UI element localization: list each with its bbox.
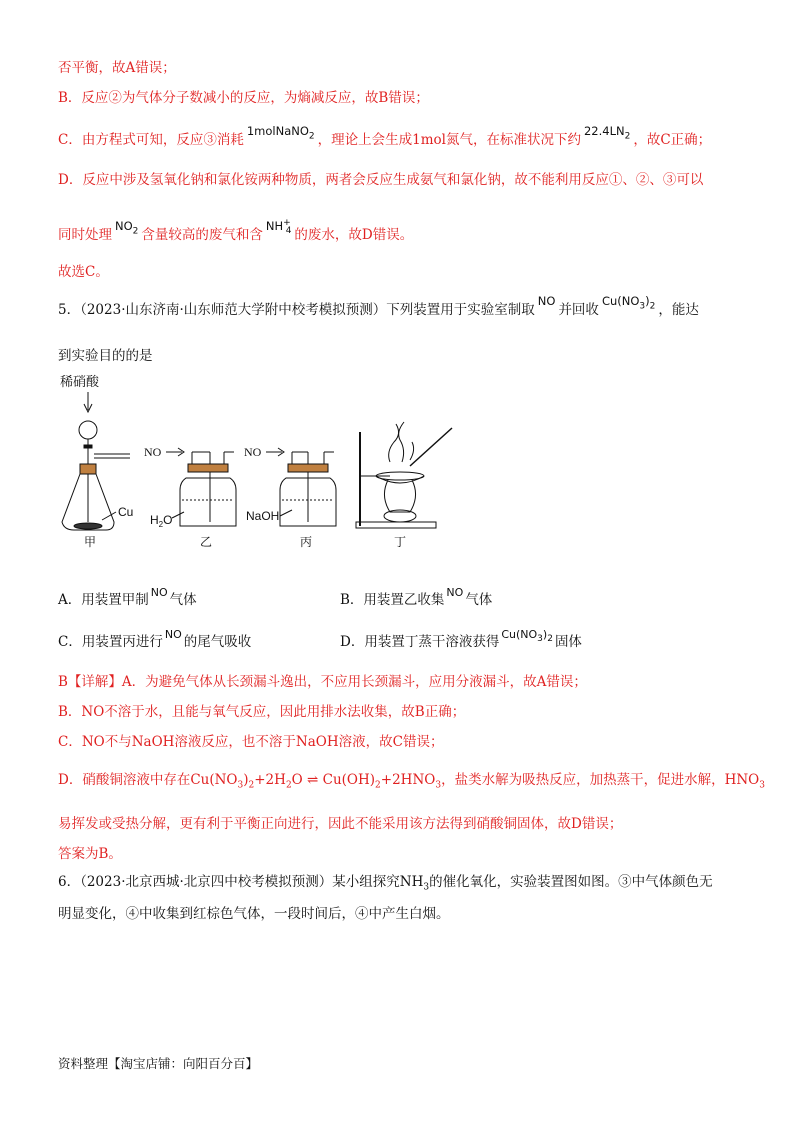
formula-nh4: $NH^+_4$ [265,218,292,237]
naoh-label: NaOH [246,509,280,523]
formula-no: NO [537,294,556,308]
apparatus-yi [144,445,236,549]
option-d[interactable]: D．用装置丁蒸干溶液获得 $^{Cu(NO_3)_2}$ 固体 [340,628,582,650]
answer-line: B．NO不溶于水，且能与氧气反应，因此用排水法收集，故B正确； [58,704,466,720]
answer-line: 答案为B。 [58,846,122,862]
acid-label: 稀硝酸 [60,374,100,389]
apparatus-ding [356,422,452,549]
formula-cu-no3-2: $Cu(NO_3)_2$ [601,294,656,312]
label-ding: 丁 [394,535,407,549]
question-5-stem: 5．（2023·山东济南·山东师范大学附中校考模拟预测）下列装置用于实验室制取NO并回收$Cu(NO_3)_2$ ，能达 [58,294,699,318]
formula-nano2: 1molNaNO$_2$ [246,124,315,142]
no-label-yi: NO [144,445,162,459]
solution-line: 故选C。 [58,264,109,280]
label-jia: 甲 [84,535,97,549]
solution-line: B．反应②为气体分子数减小的反应，为熵减反应，故B错误； [58,90,429,106]
formula-22-4l-n2: $22.4LN_2$ [583,124,631,142]
formula-no2: $NO_2$ [115,218,139,237]
question-5-stem-cont: 到实验目的的是 [58,348,153,364]
no-label-bing: NO [244,445,262,459]
option-a[interactable]: A．用装置甲制 $^{NO}$ 气体 [58,586,197,608]
cu-label: Cu [118,505,134,519]
apparatus-jia [60,374,133,549]
question-6-stem-cont: 明显变化，④中收集到红棕色气体，一段时间后，④中产生白烟。 [58,906,450,922]
solution-line: 否平衡，故A错误； [58,60,176,76]
label-bing: 丙 [300,535,313,549]
footer-note: 资料整理【淘宝店铺：向阳百分百】 [58,1056,259,1071]
answer-line: C．NO不与NaOH溶液反应，也不溶于NaOH溶液，故C错误； [58,734,444,750]
answer-line: B【详解】A．为避免气体从长颈漏斗逸出，不应用长颈漏斗，应用分液漏斗，故A错误； [58,674,587,690]
question-6-stem: 6．（2023·北京西城·北京四中校考模拟预测）某小组探究$NH_3$的催化氧化，实验装置图如图。③中气体颜色无 [58,874,713,893]
solution-line: 同时处理$NO_2$ 含量较高的废气和含$NH^+_4$ 的废水，故D错误。 [58,218,414,243]
solution-line: C．由方程式可知，反应③消耗1molNaNO$_2$ ，理论上会生成1mol氮气，在标准状况下约$22.4LN_2$ ，故C正确； [58,124,712,148]
solution-line: D．反应中涉及氢氧化钠和氯化铵两种物质，两者会反应生成氨气和氯化钠，故不能利用反应①、②、③可以 [58,172,704,188]
apparatus-bing [244,445,336,549]
apparatus-figure [60,372,460,552]
option-c[interactable]: C．用装置丙进行 $^{NO}$ 的尾气吸收 [58,628,252,650]
answer-line: D．硝酸铜溶液中存在$Cu(NO_3)_2+2H_2O$ ⇌ $Cu(OH)_2+2HNO_3$，盐类水解为吸热反应，加热蒸干，促进水解，$HNO_3$ [58,772,765,791]
label-yi: 乙 [200,535,213,549]
answer-line: 易挥发或受热分解，更有利于平衡正向进行，因此不能采用该方法得到硝酸铜固体，故D错误； [58,816,623,832]
water-label: $H_2O$ [150,513,173,529]
option-b[interactable]: B．用装置乙收集 $^{NO}$ 气体 [340,586,493,608]
